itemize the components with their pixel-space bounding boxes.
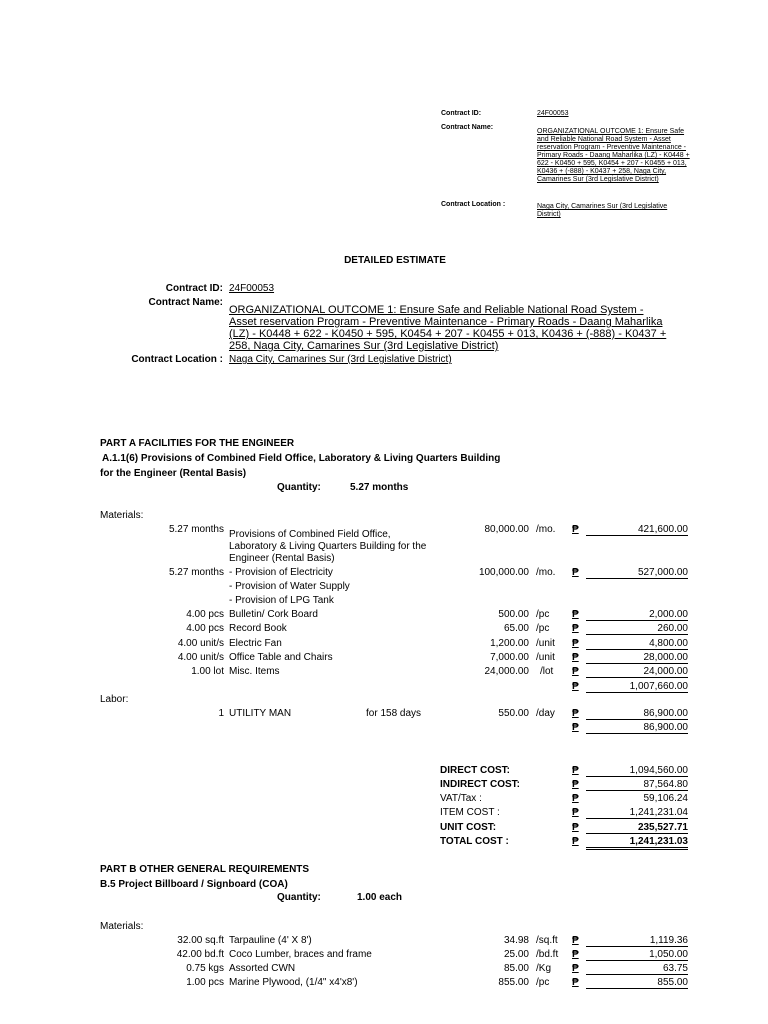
part-a-item-line2: for the Engineer (Rental Basis) (100, 468, 247, 479)
labor-price: 550.00 (498, 708, 529, 719)
part-b-title: PART B OTHER GENERAL REQUIREMENTS (100, 864, 310, 875)
material-amount: 28,000.00 (586, 652, 688, 664)
summary-label: ITEM COST : (440, 807, 500, 818)
material-desc: Provisions of Combined Field Office, Laboratory & Living Quarters Building for the Engineer (Rental Basis) (229, 529, 427, 564)
material-desc: Assorted CWN (229, 963, 296, 974)
peso-sign: ₱ (572, 822, 579, 833)
material-price: 65.00 (503, 623, 529, 634)
part-a-quantity-label: Quantity: (277, 482, 321, 493)
material-amount: 2,000.00 (586, 609, 688, 621)
summary-label: DIRECT COST: (440, 765, 510, 776)
peso-sign: ₱ (572, 765, 579, 776)
peso-sign: ₱ (572, 524, 579, 535)
peso-sign: ₱ (572, 681, 579, 692)
material-qty: 4.00 unit/s (177, 652, 224, 663)
labor-total: 86,900.00 (586, 722, 688, 734)
material-qty: 1.00 lot (191, 666, 224, 677)
summary-label: VAT/Tax : (440, 793, 482, 804)
material-qty: 5.27 months (168, 524, 224, 535)
labor-days: for 158 days (366, 708, 422, 719)
material-amount: 260.00 (586, 623, 688, 635)
material-desc: Bulletin/ Cork Board (229, 609, 318, 620)
material-amount: 24,000.00 (586, 666, 688, 678)
part-a-quantity-value: 5.27 months (350, 482, 409, 493)
summary-value: 59,106.24 (643, 793, 688, 804)
material-desc: - Provision of Electricity (229, 567, 333, 578)
contract-location-value: Naga City, Camarines Sur (3rd Legislative District) (229, 354, 452, 365)
material-qty: 32.00 sq.ft (177, 935, 224, 946)
peso-sign: ₱ (572, 963, 579, 974)
summary-value: 1,094,560.00 (586, 765, 688, 777)
part-a-title: PART A FACILITIES FOR THE ENGINEER (100, 438, 295, 449)
material-qty: 5.27 months (168, 567, 224, 578)
materials-total: 1,007,660.00 (586, 681, 688, 693)
summary-label: TOTAL COST : (440, 836, 509, 847)
peso-sign: ₱ (572, 977, 579, 988)
summary-value: 235,527.71 (586, 822, 688, 834)
peso-sign: ₱ (572, 666, 579, 677)
labor-unit: /day (536, 708, 555, 719)
document-title: DETAILED ESTIMATE (344, 255, 446, 266)
peso-sign: ₱ (572, 567, 579, 578)
summary-label: INDIRECT COST: (440, 779, 520, 790)
small-contract-name-value: ORGANIZATIONAL OUTCOME 1: Ensure Safe and Reliable National Road System - Asset reservation Program - Preventive Maintenance - Primary Roads - Daang Maharlika (LZ) - K0448 + 622 - K0450 + 595, K0454 + 207 - K0455 + 013, K0436 + (-888) - K0437 + 258, Naga City, Camarines Sur (3rd Legislative District) (537, 128, 690, 183)
material-desc: Office Table and Chairs (229, 652, 333, 663)
labor-desc: UTILITY MAN (229, 708, 292, 719)
material-amount: 4,800.00 (586, 638, 688, 650)
material-desc: - Provision of Water Supply (229, 581, 350, 592)
material-price: 25.00 (503, 949, 529, 960)
material-unit: /pc (536, 609, 550, 620)
labor-amount: 86,900.00 (586, 708, 688, 720)
material-price: 100,000.00 (478, 567, 529, 578)
material-price: 855.00 (498, 977, 529, 988)
part-b-materials-label: Materials: (100, 921, 144, 932)
material-unit: /lot (540, 666, 554, 677)
material-unit: /bd.ft (536, 949, 559, 960)
material-unit: /unit (536, 652, 555, 663)
material-qty: 0.75 kgs (186, 963, 224, 974)
peso-sign: ₱ (572, 807, 579, 818)
material-desc: Misc. Items (229, 666, 280, 677)
material-unit: /unit (536, 638, 555, 649)
peso-sign: ₱ (572, 836, 579, 847)
material-price: 85.00 (503, 963, 529, 974)
small-contract-id-label: Contract ID: (441, 110, 482, 117)
summary-value: 1,241,231.04 (586, 807, 688, 819)
material-amount: 1,119.36 (586, 935, 688, 947)
material-unit: /sq.ft (536, 935, 558, 946)
small-contract-id-value: 24F00053 (537, 110, 569, 117)
part-b-quantity-value: 1.00 each (357, 892, 403, 903)
material-qty: 4.00 unit/s (177, 638, 224, 649)
contract-id-label: Contract ID: (165, 283, 223, 294)
small-contract-location-label: Contract Location : (441, 201, 506, 208)
small-contract-name-label: Contract Name: (441, 124, 494, 131)
material-price: 7,000.00 (490, 652, 529, 663)
peso-sign: ₱ (572, 722, 579, 733)
material-price: 1,200.00 (490, 638, 529, 649)
peso-sign: ₱ (572, 638, 579, 649)
material-unit: /Kg (536, 963, 552, 974)
peso-sign: ₱ (572, 708, 579, 719)
material-amount: 63.75 (586, 963, 688, 975)
material-desc: - Provision of LPG Tank (229, 595, 334, 606)
material-price: 24,000.00 (484, 666, 529, 677)
peso-sign: ₱ (572, 949, 579, 960)
material-price: 34.98 (503, 935, 529, 946)
material-qty: 4.00 pcs (186, 623, 224, 634)
material-desc: Coco Lumber, braces and frame (229, 949, 372, 960)
material-qty: 42.00 bd.ft (176, 949, 224, 960)
part-a-item-line1: A.1.1(6) Provisions of Combined Field Office, Laboratory & Living Quarters Building (102, 453, 501, 464)
material-qty: 4.00 pcs (186, 609, 224, 620)
material-price: 500.00 (498, 609, 529, 620)
material-amount: 855.00 (586, 977, 688, 989)
summary-label: UNIT COST: (440, 822, 497, 833)
material-desc: Record Book (229, 623, 287, 634)
material-unit: /mo. (536, 524, 556, 535)
material-desc: Marine Plywood, (1/4" x4'x8') (229, 977, 358, 988)
part-a-labor-label: Labor: (100, 694, 129, 705)
material-unit: /pc (536, 623, 550, 634)
material-unit: /pc (536, 977, 550, 988)
labor-qty: 1 (218, 708, 224, 719)
material-amount: 421,600.00 (586, 524, 688, 536)
part-b-quantity-label: Quantity: (277, 892, 321, 903)
part-a-materials-label: Materials: (100, 510, 144, 521)
material-desc: Electric Fan (229, 638, 282, 649)
contract-name-value: ORGANIZATIONAL OUTCOME 1: Ensure Safe and Reliable National Road System - Asset reservation Program - Preventive Maintenance - Primary Roads - Daang Maharlika (LZ) - K0448 + 622 - K0450 + 595, K0454 + 207 - K0455 + 013, K0436 + (-888) - K0437 + 258, Naga City, Camarines Sur (3rd Legislative District) (229, 304, 667, 352)
material-qty: 1.00 pcs (186, 977, 224, 988)
material-amount: 1,050.00 (586, 949, 688, 961)
peso-sign: ₱ (572, 652, 579, 663)
material-price: 80,000.00 (484, 524, 529, 535)
contract-name-label: Contract Name: (148, 297, 223, 308)
peso-sign: ₱ (572, 793, 579, 804)
summary-value: 87,564.80 (586, 779, 688, 791)
peso-sign: ₱ (572, 935, 579, 946)
peso-sign: ₱ (572, 609, 579, 620)
contract-location-label: Contract Location : (131, 354, 223, 365)
peso-sign: ₱ (572, 779, 579, 790)
part-b-item-line1: B.5 Project Billboard / Signboard (COA) (100, 879, 288, 890)
small-contract-location-value: Naga City, Camarines Sur (3rd Legislative District) (537, 203, 668, 218)
material-amount: 527,000.00 (586, 567, 688, 579)
material-desc: Tarpauline (4' X 8') (229, 935, 312, 946)
material-unit: /mo. (536, 567, 556, 578)
peso-sign: ₱ (572, 623, 579, 634)
summary-value: 1,241,231.03 (586, 836, 688, 850)
contract-id-value: 24F00053 (229, 283, 275, 294)
